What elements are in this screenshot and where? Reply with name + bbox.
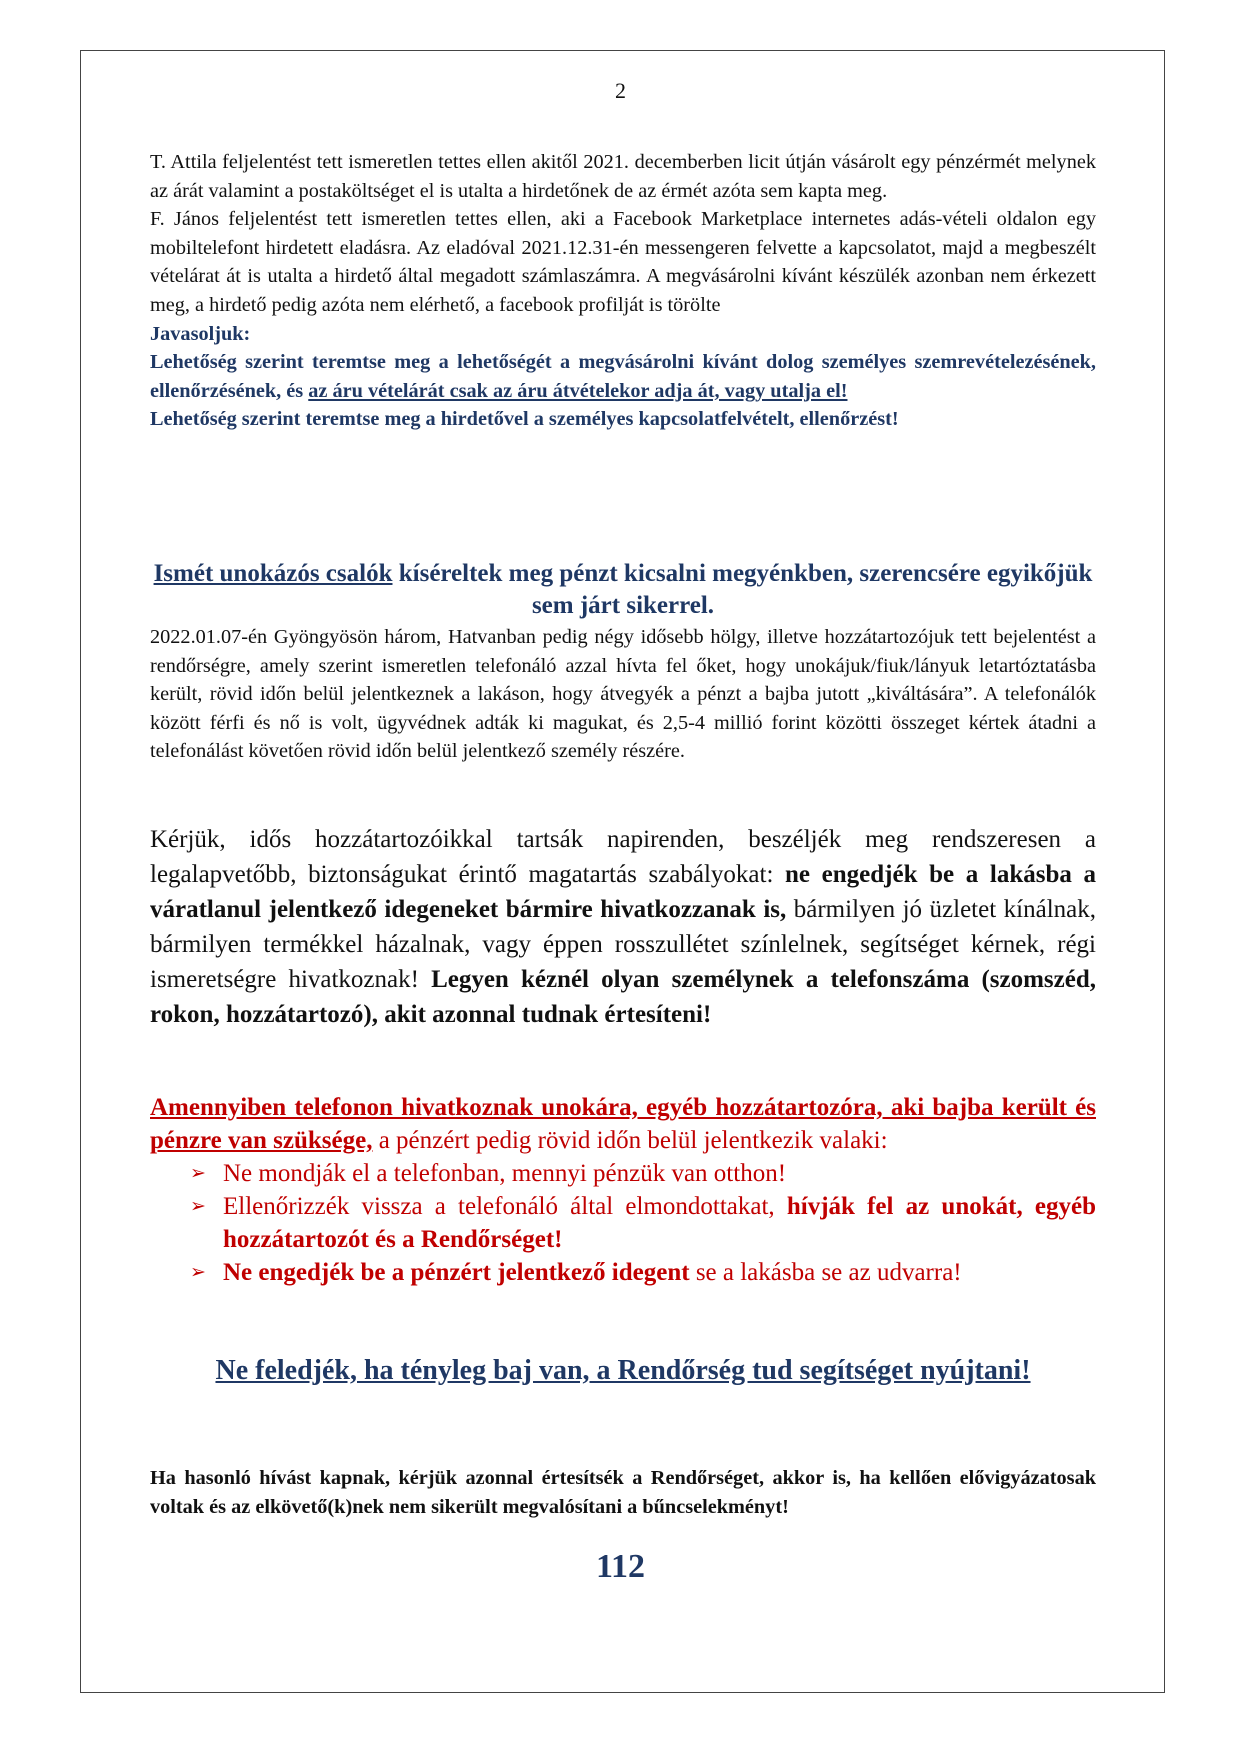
grandchild-scam-heading: Ismét unokázós csalók kíséreltek meg pénzt kicsalni megyénkben, szerencsére egyikőjük sem járt sikerrel. xyxy=(153,560,1093,619)
page-number-top: 2 xyxy=(615,78,626,103)
grandchild-scam-body: 2022.01.07-én Gyöngyösön három, Hatvanban pedig négy idősebb hölgy, illetve hozzátartozójuk tett bejelentést a rendőrségre, amely szerint ismeretlen telefonáló azzal hívta fel őket, hogy unokájuk/fiuk/lányuk letartóztatásba került, rövid időn belül jelentkeznek a lakáson, hogy átvegyék a pénzt a bajba jutott „kiváltására”. A telefonálók között férfi és nő is volt, ügyvédnek adták ki magukat, és 2,5-4 millió forint közötti összeget kértek átadni a telefonálást követően rövid időn belül jelentkező személy részére. xyxy=(150,626,1096,763)
closing-note: Ha hasonló hívást kapnak, kérjük azonnal értesítsék a Rendőrséget, akkor is, ha kellően elővigyázatosak voltak és az elkövető(k)nek nem sikerült megvalósítani a bűncselekményt! xyxy=(150,1467,1096,1518)
list-item: ➢ Ellenőrizzék vissza a telefonáló által elmondottakat, hívják fel az unokát, egyéb hozzátartozót és a Rendőrséget! xyxy=(150,1190,1096,1256)
safety-advice: Kérjük, idős hozzátartozóikkal tartsák napirenden, beszéljék meg rendszeresen a legalapvetőbb, biztonságukat érintő magatartás szabályokat: ne engedjék be a lakásba a váratlanul jelentkező idegeneket bármire hivatkozzanak is, bármilyen jó üzletet kínálnak, bármilyen termékkel házalnak, vagy éppen rosszullétet színlelnek, segítséget kérnek, régi ismeretségre hivatkoznak! Legyen kéznél olyan személynek a telefonszáma (szomszéd, rokon, hozzátartozó), akit azonnal tudnak értesíteni! xyxy=(150,826,1096,1028)
report-janos: F. János feljelentést tett ismeretlen tettes ellen, aki a Facebook Marketplace internetes adás-vételi oldalon egy mobiltelefont hirdetett eladásra. Az eladóval 2021.12.31-én messengeren felvette a kapcsolatot, majd a megbeszélt vételárat át is utalta a hirdető által megadott számlaszámra. A megvásárolni kívánt készülék azonban nem érkezett meg, a hirdető pedig azóta nem elérhető, a facebook profilját is törölte xyxy=(150,208,1096,316)
advice-list xyxy=(150,1157,1096,1289)
list-item: ➢ Ne engedjék be a pénzért jelentkező idegent se a lakásba se az udvarra! xyxy=(150,1256,1096,1289)
arrowhead-bullet-icon: ➢ xyxy=(190,1261,206,1283)
warning-intro: Amennyiben telefonon hivatkoznak unokára, egyéb hozzátartozóra, aki bajba került és pénzre van szüksége, a pénzért pedig rövid időn belül jelentkezik valaki: xyxy=(150,1094,1096,1154)
arrowhead-bullet-icon: ➢ xyxy=(190,1195,206,1217)
recommendation-2: Lehetőség szerint teremtse meg a hirdetővel a személyes kapcsolatfelvételt, ellenőrzést! xyxy=(150,408,899,431)
recommend-heading: Javasoljuk: xyxy=(150,322,251,345)
recommendation-1: Lehetőség szerint teremtse meg a lehetőségét a megvásárolni kívánt dolog személyes szemrevételezésének, ellenőrzésének, és az áru vételárát csak az áru átvételekor adja át, vagy utalja el! xyxy=(150,351,1096,402)
phone-call-warning xyxy=(150,1091,1096,1289)
case-reports-section xyxy=(150,148,1096,434)
page-number-bottom: 112 xyxy=(595,1548,646,1585)
police-help-heading: Ne feledjék, ha tényleg baj van, a Rendőrség tud segítséget nyújtani! xyxy=(215,1355,1031,1386)
report-attila: T. Attila feljelentést tett ismeretlen tettes ellen akitől 2021. decemberben licit útján vásárolt egy pénzérmét melynek az árát valamint a postaköltséget el is utalta a hirdetőnek de az érmét azóta sem kapta meg. xyxy=(150,151,1096,202)
list-item: ➢ Ne mondják el a telefonban, mennyi pénzük van otthon! xyxy=(150,1157,1096,1190)
arrowhead-bullet-icon: ➢ xyxy=(190,1162,206,1184)
